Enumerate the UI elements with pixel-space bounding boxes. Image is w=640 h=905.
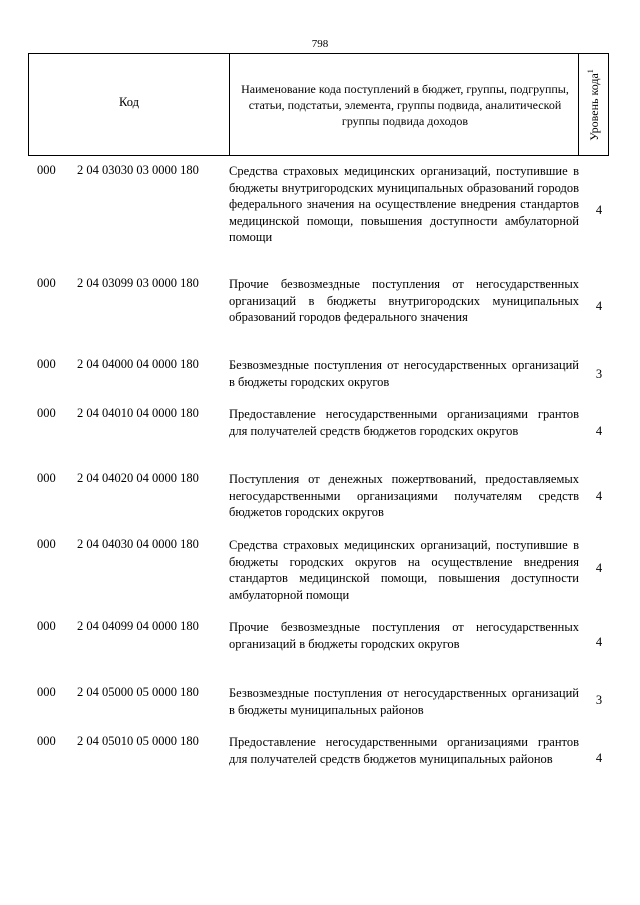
row-income-code: 2 04 04000 04 0000 180 xyxy=(77,357,199,371)
row-admin-code: 000 xyxy=(37,406,56,420)
page-number: 798 xyxy=(311,38,329,50)
row-admin-code: 000 xyxy=(37,471,56,485)
row-income-name: Безвозмездные поступления от негосударственных организаций в бюджеты муниципальных районов xyxy=(229,686,579,717)
row-income-code: 2 04 03030 03 0000 180 xyxy=(77,163,199,177)
row-income-code: 2 04 03099 03 0000 180 xyxy=(77,276,199,290)
row-income-name: Предоставление негосударственными организациями грантов для получателей средств бюджетов муниципальных районов xyxy=(229,735,579,766)
row-admin-code: 000 xyxy=(37,734,56,748)
header-level-footnote: 1 xyxy=(585,68,595,73)
row-income-code: 2 04 05010 05 0000 180 xyxy=(77,734,199,748)
row-level: 4 xyxy=(595,299,603,313)
header-name-label: Наименование кода поступлений в бюджет, группы, подгруппы, статьи, подстатьи, элемента, группы подвида, аналитической группы подвида доходов xyxy=(241,82,569,128)
header-level-cell xyxy=(578,54,608,155)
row-admin-code: 000 xyxy=(37,163,56,177)
header-code-label: Код xyxy=(119,95,139,109)
table-header xyxy=(28,53,609,156)
row-admin-code: 000 xyxy=(37,685,56,699)
row-level: 4 xyxy=(595,489,603,503)
row-level: 4 xyxy=(595,203,603,217)
row-income-name: Средства страховых медицинских организаций, поступившие в бюджеты внутригородских муниципальных образований городов федерального значения на осуществление внедрения стандартов медицинской помощи, повышения доступности амбулаторной помощи xyxy=(229,164,579,244)
row-level: 4 xyxy=(595,561,603,575)
row-level: 3 xyxy=(595,693,603,707)
row-income-name: Прочие безвозмездные поступления от негосударственных организаций в бюджеты городских округов xyxy=(229,620,579,651)
row-level: 4 xyxy=(595,751,603,765)
row-level: 3 xyxy=(595,367,603,381)
row-income-code: 2 04 05000 05 0000 180 xyxy=(77,685,199,699)
row-income-name: Предоставление негосударственными организациями грантов для получателей средств бюджетов городских округов xyxy=(229,407,579,438)
row-income-code: 2 04 04010 04 0000 180 xyxy=(77,406,199,420)
row-income-code: 2 04 04099 04 0000 180 xyxy=(77,619,199,633)
row-level: 4 xyxy=(595,635,603,649)
header-code-cell xyxy=(29,54,230,155)
row-admin-code: 000 xyxy=(37,276,56,290)
row-income-code: 2 04 04030 04 0000 180 xyxy=(77,537,199,551)
row-income-name: Средства страховых медицинских организаций, поступившие в бюджеты городских округов на осуществление внедрения стандартов медицинской помощи, повышения доступности амбулаторной помощи xyxy=(229,538,579,602)
header-level-text: Уровень кода xyxy=(586,72,601,141)
header-level-label xyxy=(586,69,602,141)
row-income-code: 2 04 04020 04 0000 180 xyxy=(77,471,199,485)
row-income-name: Прочие безвозмездные поступления от негосударственных организаций в бюджеты внутригородских муниципальных образований городов федерального значения xyxy=(229,277,579,324)
row-admin-code: 000 xyxy=(37,619,56,633)
row-income-name: Поступления от денежных пожертвований, предоставляемых негосударственными организациями получателям средств бюджетов городских округов xyxy=(229,472,579,519)
row-admin-code: 000 xyxy=(37,357,56,371)
row-income-name: Безвозмездные поступления от негосударственных организаций в бюджеты городских округов xyxy=(229,358,579,389)
row-level: 4 xyxy=(595,424,603,438)
row-admin-code: 000 xyxy=(37,537,56,551)
